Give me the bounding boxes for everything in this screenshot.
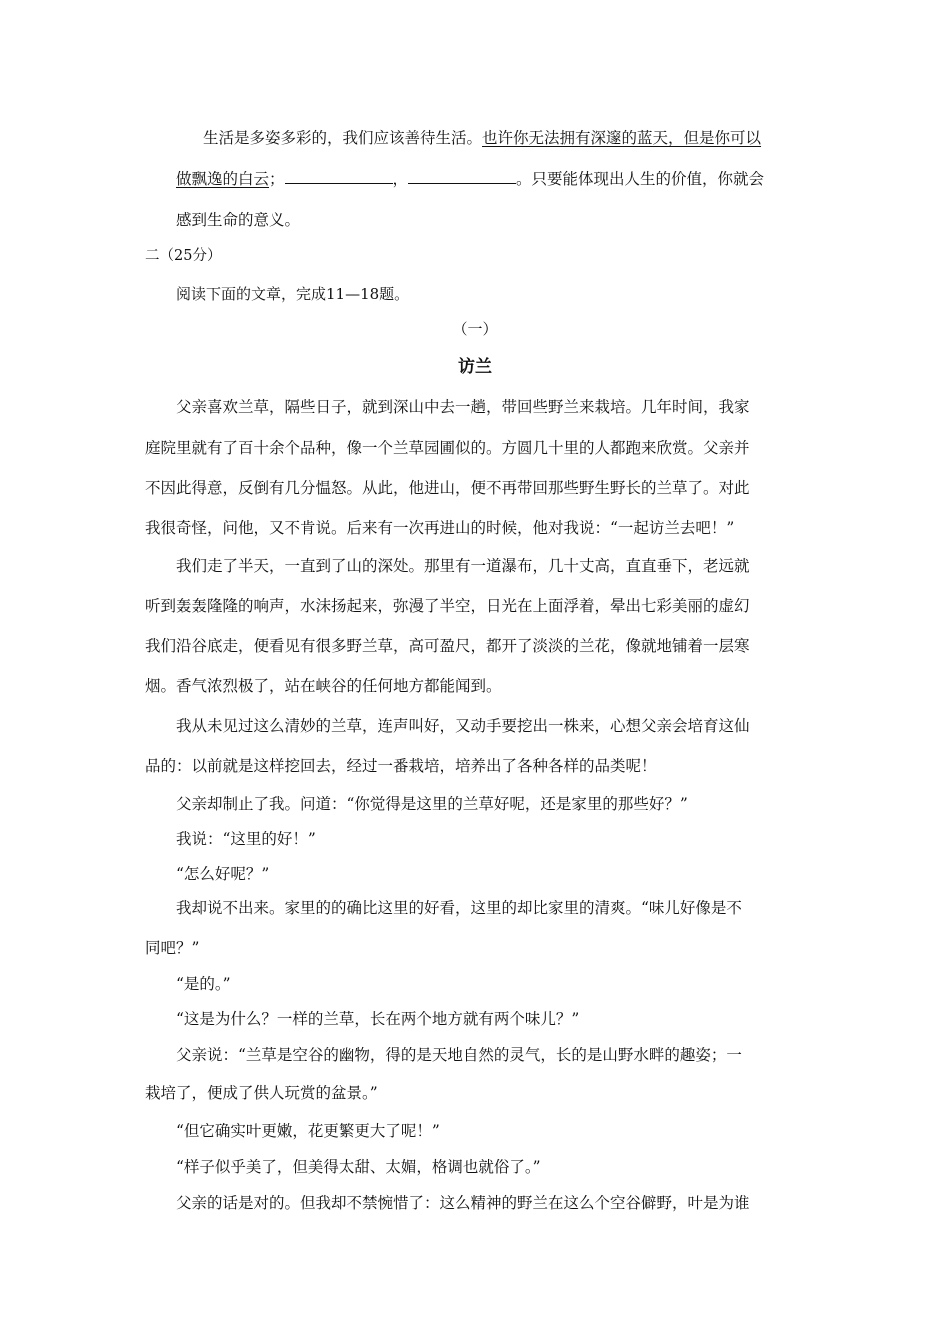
body-line: 父亲说：“兰草是空谷的幽物，得的是天地自然的灵气，长的是山野水畔的趣姿；一 <box>176 1046 742 1064</box>
body-line: 我说：“这里的好！” <box>176 830 316 848</box>
subsection-label: （一） <box>452 320 498 338</box>
underlined-sentence-part2: 做飘逸的白云 <box>176 170 270 188</box>
section1-line1-text: 生活是多姿多彩的，我们应该善待生活。 <box>203 129 483 147</box>
separator-semicolon: ； <box>269 170 285 188</box>
body-line: “但它确实叶更嫩，花更繁更大了呢！” <box>176 1122 440 1140</box>
separator-comma: ， <box>392 170 409 188</box>
body-line: 我们走了半天，一直到了山的深处。那里有一道瀑布，几十丈高，直直垂下，老远就 <box>176 557 750 575</box>
body-line: “这是为什么？一样的兰草，长在两个地方就有两个味儿？” <box>176 1010 580 1028</box>
body-line: 听到轰轰隆隆的响声，水沫扬起来，弥漫了半空，日光在上面浮着，晕出七彩美丽的虚幻 <box>145 597 750 615</box>
section1-line2 <box>176 169 764 189</box>
body-line: 烟。香气浓烈极了，站在峡谷的任何地方都能闻到。 <box>145 677 502 695</box>
body-line: 父亲喜欢兰草，隔些日子，就到深山中去一趟，带回些野兰来栽培。几年时间，我家 <box>176 398 750 416</box>
body-line: 我很奇怪，问他，又不肯说。后来有一次再进山的时候，他对我说：“一起访兰去吧！” <box>145 519 735 537</box>
reading-instruction: 阅读下面的文章，完成11—18题。 <box>176 285 410 303</box>
answer-blank-2[interactable] <box>408 169 516 184</box>
body-line: 品的：以前就是这样挖回去，经过一番栽培，培养出了各种各样的品类呢！ <box>145 757 657 775</box>
body-line: 我却说不出来。家里的的确比这里的好看，这里的却比家里的清爽。“味儿好像是不 <box>176 899 742 917</box>
body-line: 不因此得意，反倒有几分愠怒。从此，他进山，便不再带回那些野生野长的兰草了。对此 <box>145 479 750 497</box>
part-heading: 二（25分） <box>145 248 222 264</box>
section1-line1 <box>203 128 761 148</box>
body-line: 父亲却制止了我。问道：“你觉得是这里的兰草好呢，还是家里的那些好？” <box>176 795 688 813</box>
body-line: “样子似乎美了，但美得太甜、太媚，格调也就俗了。” <box>176 1158 541 1176</box>
answer-blank-1[interactable] <box>285 169 393 184</box>
section1-line3: 感到生命的意义。 <box>176 211 301 229</box>
body-line: 我们沿谷底走，便看见有很多野兰草，高可盈尺，都开了淡淡的兰花，像就地铺着一层寒 <box>145 637 750 655</box>
section1-line2-text: 。只要能体现出人生的价值，你就会 <box>516 170 765 188</box>
article-title: 访兰 <box>458 357 492 377</box>
body-line: 同吧？” <box>145 939 200 957</box>
body-line: 庭院里就有了百十余个品种，像一个兰草园圃似的。方圆几十里的人都跑来欣赏。父亲并 <box>145 439 750 457</box>
body-line: “是的。” <box>176 975 231 993</box>
body-line: 栽培了，便成了供人玩赏的盆景。” <box>145 1084 378 1102</box>
underlined-sentence-part1: 也许你无法拥有深邃的蓝天，但是你可以 <box>482 129 762 147</box>
body-line: 父亲的话是对的。但我却不禁惋惜了：这么精神的野兰在这么个空谷僻野，叶是为谁 <box>176 1194 750 1212</box>
body-line: “怎么好呢？” <box>176 865 270 883</box>
body-line: 我从未见过这么清妙的兰草，连声叫好，又动手要挖出一株来，心想父亲会培育这仙 <box>176 717 750 735</box>
